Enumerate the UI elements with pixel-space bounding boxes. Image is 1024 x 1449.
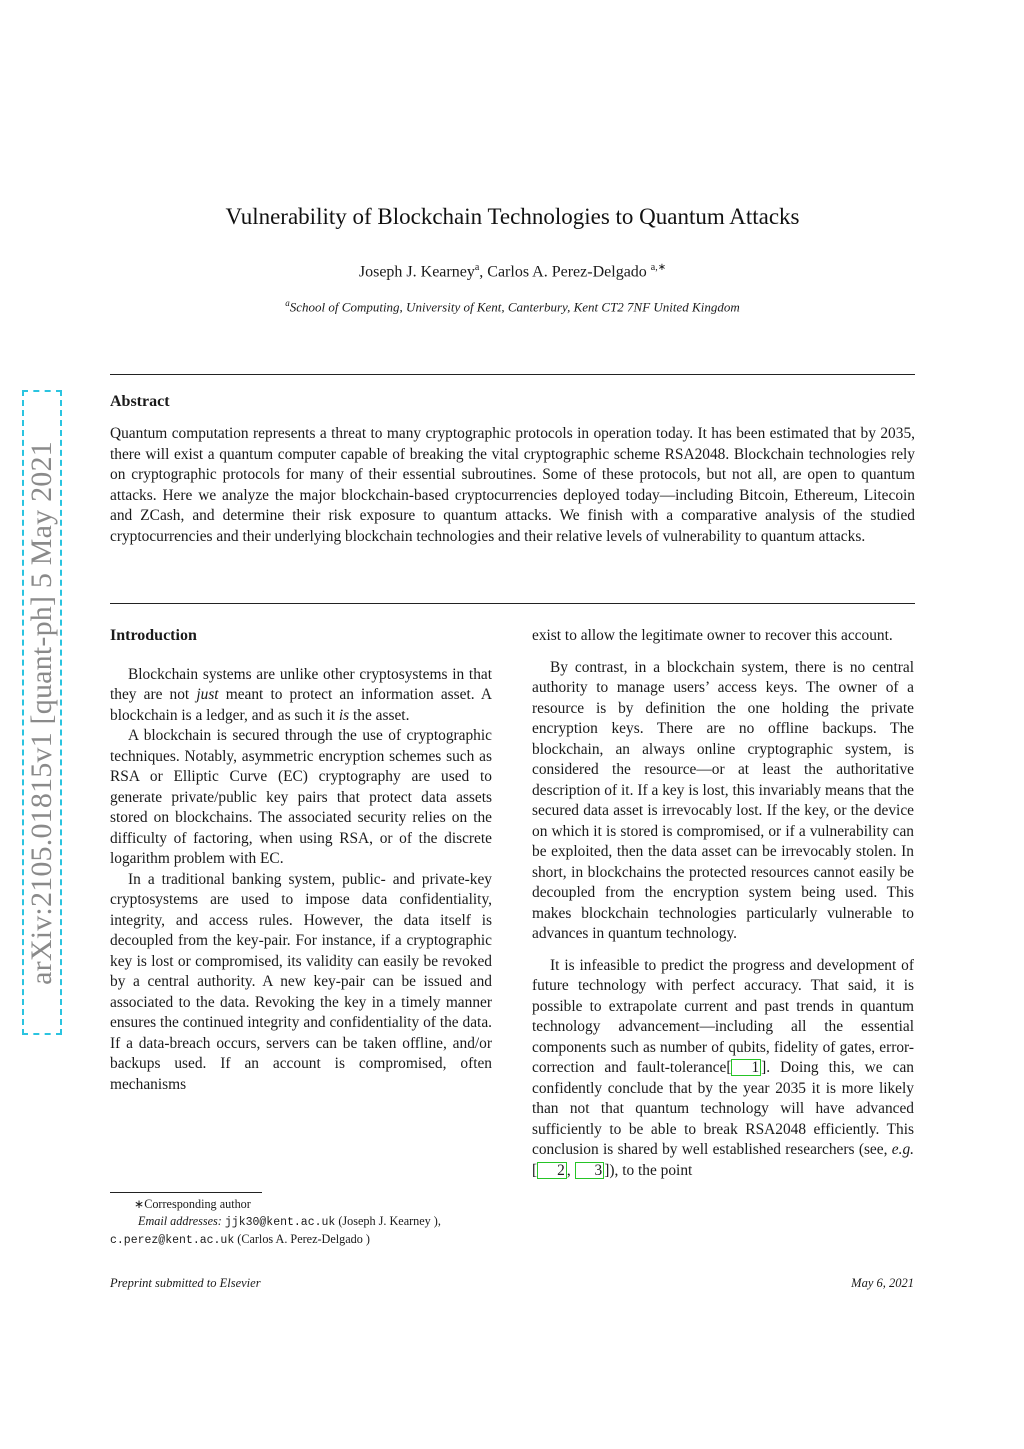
left-column xyxy=(110,626,492,1095)
paragraph: It is infeasible to predict the progress and development of future technology with perfect accuracy. That said, it is possible to extrapolate current and past trends in quantum technology advancement—including all the essential components such as number of qubits, fidelity of gates, error-correction and fault-tolerance[ 1 ]. Doing this, we can confidently conclude that by the year 2035 it is more likely than not that quantum technology will have advanced sufficiently to be able to break RSA2048 efficiently. This conclusion is shared by well established researchers (see, e.g.[ 2 , 3 ]), to the point xyxy=(532,956,914,1179)
footer-date: May 6, 2021 xyxy=(851,1276,914,1290)
section-heading: Introduction xyxy=(110,627,197,644)
email-link[interactable]: c.perez@kent.ac.uk xyxy=(110,1234,235,1247)
abstract-bottom-rule xyxy=(110,603,915,604)
affiliation-text: School of Computing, University of Kent, Canterbury, Kent CT2 7NF United Kingdom xyxy=(289,299,740,315)
footnote xyxy=(110,1196,492,1250)
email-addresses: Email addresses: jjk30@kent.ac.uk (Joseph J. Kearney ), c.perez@kent.ac.uk (Carlos A. Perez-Delgado ) xyxy=(110,1213,441,1247)
arxiv-identifier-text: arXiv:2105.01815v1 [quant-ph] 5 May 2021 xyxy=(25,440,59,985)
paragraph: Blockchain systems are unlike other cryptosystems in that they are not just meant to protect an information asset. A blockchain is a ledger, and as such it is the asset. xyxy=(110,665,492,724)
email-link[interactable]: jjk30@kent.ac.uk xyxy=(224,1215,336,1229)
citation-link[interactable]: 2 xyxy=(537,1162,567,1179)
paragraph: exist to allow the legitimate owner to recover this account. xyxy=(532,627,893,644)
affiliation xyxy=(110,298,915,315)
abstract-text: Quantum computation represents a threat to many cryptographic protocols in operation today. It has been estimated that by 2035, there will exist a quantum computer capable of breaking the vital cryptographic scheme RSA2048. Blockchain technologies rely on cryptographic protocols for many of their essential subroutines. Some of these protocols, but not all, are open to quantum attacks. Here we analyze the major blockchain-based cryptocurrencies deployed today—including Bitcoin, Ethereum, Litecoin and ZCash, and determine their risk exposure to quantum attacks. We finish with a comparative analysis of the studied cryptocurrencies and their underlying blockchain technologies and their relative levels of vulnerability to quantum attacks. xyxy=(110,425,915,545)
footnote-rule xyxy=(110,1192,262,1193)
author-list xyxy=(110,262,915,281)
abstract-top-rule xyxy=(110,374,915,375)
corresponding-author-note: ∗Corresponding author xyxy=(134,1197,251,1211)
author-name: Carlos A. Perez-Delgado xyxy=(487,263,651,281)
paper-title: Vulnerability of Blockchain Technologies to Quantum Attacks xyxy=(225,204,800,229)
preprint-note: Preprint submitted to Elsevier xyxy=(110,1276,261,1290)
abstract-heading: Abstract xyxy=(110,393,170,410)
paragraph: In a traditional banking system, public- and private-key cryptosystems are used to impose data confidentiality, integrity, and access rules. However, the data itself is decoupled from the key-pair. For instance, if a cryptographic key is lost or compromised, its validity can easily be revoked by a central authority. A new key-pair can be issued and associated to the data. Revoking the key in a timely manner ensures the continued integrity and confidentiality of the data. If a data-breach occurs, servers can be taken offline, and/or backups used. If an account is compromised, often mechanisms xyxy=(110,870,492,1093)
arxiv-identifier-stamp[interactable] xyxy=(22,390,62,1035)
right-column xyxy=(532,626,914,1181)
paragraph: By contrast, in a blockchain system, there is no central authority to manage users’ access keys. The owner of a resource is by definition the one holding the private encryption keys. There are no offline backups. The blockchain, an always online cryptographic system, is considered the resource—or at least the authoritative description of it. If a key is lost, this invariably means that the secured data asset is irrevocably lost. If the key, or the device on which it is stored is compromised, or if a vulnerability can be exploited, then the data asset can be irrevocably stolen. In short, in blockchains the protected resources cannot easily be decoupled from the encryption system being used. This makes blockchain technologies particularly vulnerable to advances in quantum technology. xyxy=(532,658,914,942)
affiliation-mark: a xyxy=(285,298,290,308)
author-name: Joseph J. Kearney xyxy=(358,263,475,281)
citation-link[interactable]: 1 xyxy=(731,1059,761,1076)
affiliation-mark: a,∗ xyxy=(650,262,667,273)
affiliation-mark: a xyxy=(474,262,480,273)
paragraph: A blockchain is secured through the use of cryptographic techniques. Notably, asymmetric encryption schemes such as RSA or Elliptic Curve (EC) cryptography are used to generate private/public key pairs that protect data assets stored on blockchains. The associated security relies on the difficulty of factoring, when using RSA, or of the discrete logarithm problem with EC. xyxy=(110,727,492,867)
author-separator: , xyxy=(479,263,488,281)
citation-link[interactable]: 3 xyxy=(575,1162,605,1179)
